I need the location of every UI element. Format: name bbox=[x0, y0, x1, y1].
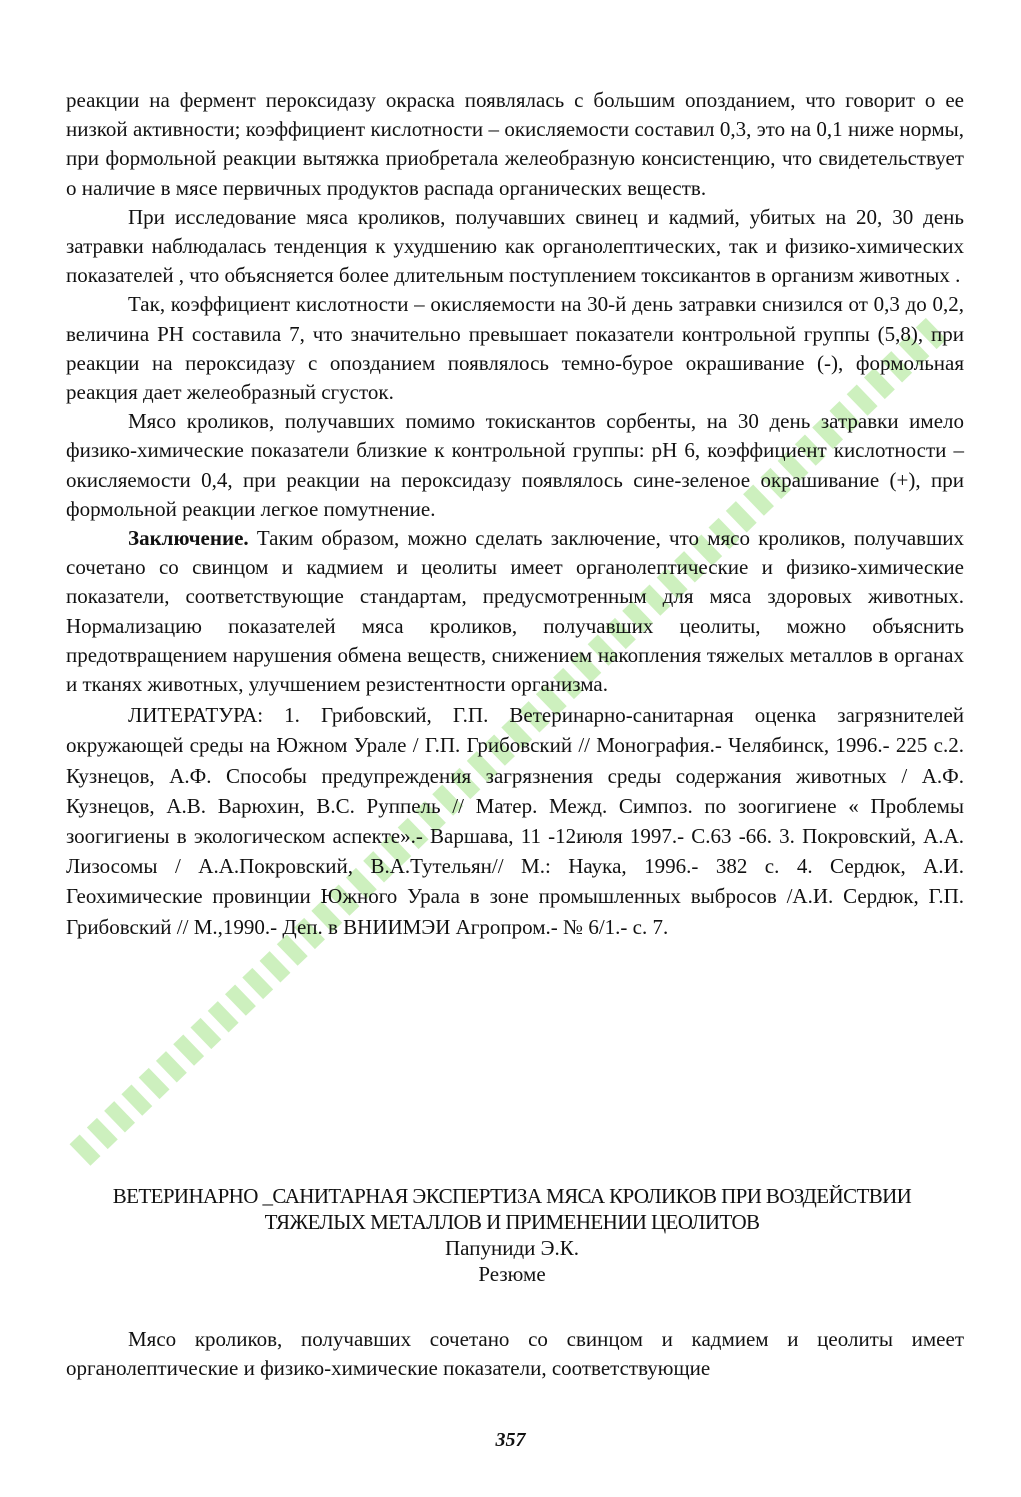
article-title-line-1: ВЕТЕРИНАРНО _САНИТАРНАЯ ЭКСПЕРТИЗА МЯСА КРОЛИКОВ ПРИ ВОЗДЕЙСТВИИ bbox=[112, 1184, 912, 1208]
page-number: 357 bbox=[495, 1429, 526, 1451]
article-title-line-2: ТЯЖЕЛЫХ МЕТАЛЛОВ И ПРИМЕНЕНИИ ЦЕОЛИТОВ bbox=[264, 1210, 760, 1234]
paragraph-conclusion bbox=[66, 524, 964, 699]
literature-list: ЛИТЕРАТУРА: 1. Грибовский, Г.П. Ветеринарно-санитарная оценка загрязнителей окружающей среды на Южном Урале / Г.П. Грибовский // Монография.- Челябинск, 1996.- 225 с.2. Кузнецов, А.Ф. Способы предупреждения загрязнения среды содержания животных / А.Ф. Кузнецов, А.В. Варюхин, В.С. Руппель // Матер. Межд. Симпоз. по зоогигиене « Проблемы зоогигиены в экологическом аспекте».- Варшава, 11 -12июля 1997.- С.63 -66. 3. Покровский, А.А. Лизосомы / А.А.Покровский, В.А.Тутельян// М.: Наука, 1996.- 382 с. 4. Сердюк, А.И. Геохимические провинции Южного Урала в зоне промышленных выбросов /А.И. Сердюк, Г.П. Грибовский // М.,1990.- Деп. в ВНИИМЭИ Агропром.- № 6/1.- с. 7. bbox=[66, 703, 964, 939]
paragraph-lead-cadmium: При исследование мяса кроликов, получавших свинец и кадмий, убитых на 20, 30 день затравки наблюдалась тенденция к ухудшению как органолептических, так и физико-химических показателей , что объясняется более длительным поступлением токсикантов в организм животных . bbox=[66, 204, 964, 288]
conclusion-label: Заключение. bbox=[128, 526, 249, 551]
page-body bbox=[66, 86, 964, 942]
resume-body bbox=[66, 1325, 964, 1383]
resume-paragraph: Мясо кроликов, получавших сочетано со свинцом и кадмием и цеолиты имеет органолептические и физико-химические показатели, соответствующие bbox=[66, 1327, 964, 1381]
resume-heading: Резюме bbox=[478, 1262, 546, 1286]
paragraph-sorbent-results: Мясо кроликов, получавших помимо токискантов сорбенты, на 30 день затравки имело физико-химические показатели близкие к контрольной группы: рН 6, коэффициент кислотности – окисляемости 0,4, при реакции на пероксидазу появлялось сине-зеленое окрашивание (+), при формольной реакции легкое помутнение. bbox=[66, 409, 964, 521]
paragraph-continuation: реакции на фермент пероксидазу окраска появлялась с большим опозданием, что говорит о ее низкой активности; коэффициент кислотности – окисляемости составил 0,3, это на 0,1 ниже нормы, при формольной реакции вытяжка приобретала желеобразную консистенцию, что свидетельствует о наличие в мясе первичных продуктов распада органических веществ. bbox=[66, 88, 964, 200]
conclusion-text: Таким образом, можно сделать заключение, что мясо кроликов, получавших сочетано со свинцом и кадмием и цеолиты имеет органолептические и физико-химические показатели, соответствующие стандартам, предусмотренным для мяса здоровых животных. Нормализацию показателей мяса кроликов, получавших цеолиты, можно объяснить предотвращением нарушения обмена веществ, снижением накопления тяжелых металлов в органах и тканях животных, улучшением резистентности организма. bbox=[66, 526, 964, 697]
paragraph-acidity-results: Так, коэффициент кислотности – окисляемости на 30-й день затравки снизился от 0,3 до 0,2, величина РН составила 7, что значительно превышает показатели контрольной группы (5,8), при реакции на пероксидазу с опозданием появлялось темно-бурое окрашивание (-), формольная реакция дает желеобразный сгусток. bbox=[66, 292, 964, 405]
author-name: Папуниди Э.К. bbox=[445, 1236, 579, 1260]
article-title-block bbox=[60, 1183, 964, 1287]
